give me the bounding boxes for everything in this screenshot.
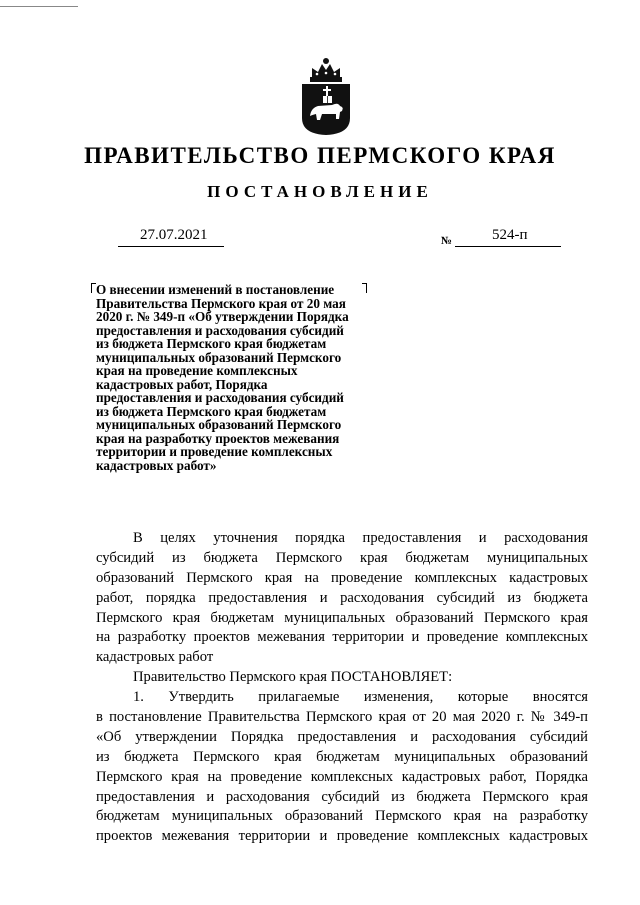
body-line: субсидий из бюджета Пермского края бюджетам муниципальных xyxy=(96,549,588,566)
body-line: предоставления и расходования субсидий из бюджета Пермского края xyxy=(96,788,588,805)
number-underline xyxy=(455,246,561,247)
subject-line: Правительства Пермского края от 20 мая xyxy=(96,295,346,311)
document-date: 27.07.2021 xyxy=(140,227,208,243)
document-number: 524-п xyxy=(492,227,528,243)
subject-line: предоставления и расходования субсидий xyxy=(96,390,344,405)
subject-line: края на разработку проектов межевания xyxy=(96,430,340,446)
subject-line: края на проведение комплексных xyxy=(96,363,298,378)
body-line: бюджетам муниципальных образований Пермского края на разработку xyxy=(96,808,588,825)
government-title: ПРАВИТЕЛЬСТВО ПЕРМСКОГО КРАЯ xyxy=(84,143,556,168)
body-line: 1. Утвердить прилагаемые изменения, которые вносятся xyxy=(133,689,588,706)
body-line: на разработку проектов межевания территории и проведение комплексных xyxy=(96,629,588,646)
document-body xyxy=(96,529,588,847)
subject-line: кадастровых работ, Порядка xyxy=(96,376,268,392)
subject-line: из бюджета Пермского края бюджетам xyxy=(96,403,327,419)
scan-edge-line xyxy=(0,6,78,7)
subject-line: предоставления и расходования субсидий xyxy=(96,322,344,338)
subject-line: муниципальных образований Пермского xyxy=(96,417,342,432)
body-line: Пермского края на проведение комплексных кадастровых работ, Порядка xyxy=(96,768,588,785)
document-subject xyxy=(96,283,396,472)
body-line: Правительство Пермского края ПОСТАНОВЛЯЕТ: xyxy=(133,669,453,686)
body-line: образований Пермского края на проведение комплексных кадастровых xyxy=(96,569,588,586)
number-label: № xyxy=(441,235,453,247)
subject-line: из бюджета Пермского края бюджетам xyxy=(96,336,327,351)
perm-krai-coat-of-arms-icon xyxy=(298,56,354,136)
subject-line: кадастровых работ» xyxy=(96,457,217,473)
document-type: ПОСТАНОВЛЕНИЕ xyxy=(207,182,433,201)
body-line: проектов межевания территории и проведение комплексных кадастровых xyxy=(96,828,588,845)
body-line: из бюджета Пермского края бюджетам муниципальных образований xyxy=(96,748,588,765)
subject-line: территории и проведение комплексных xyxy=(96,444,333,459)
subject-line: 2020 г. № 349-п «Об утверждении Порядка xyxy=(96,309,349,324)
date-underline xyxy=(118,246,224,247)
body-line: в постановление Правительства Пермского края от 20 мая 2020 г. № 349-п xyxy=(96,709,588,726)
body-line: кадастровых работ xyxy=(96,649,214,666)
body-line: В целях уточнения порядка предоставления и расходования xyxy=(133,530,588,546)
body-line: «Об утверждении Порядка предоставления и расходования субсидий xyxy=(96,728,588,745)
subject-line: муниципальных образований Пермского xyxy=(96,349,342,365)
subject-line: О внесении изменений в постановление xyxy=(96,282,335,297)
body-line: работ, порядка предоставления и расходования субсидий из бюджета xyxy=(96,589,588,606)
body-line: Пермского края бюджетам муниципальных образований Пермского края xyxy=(96,609,588,626)
